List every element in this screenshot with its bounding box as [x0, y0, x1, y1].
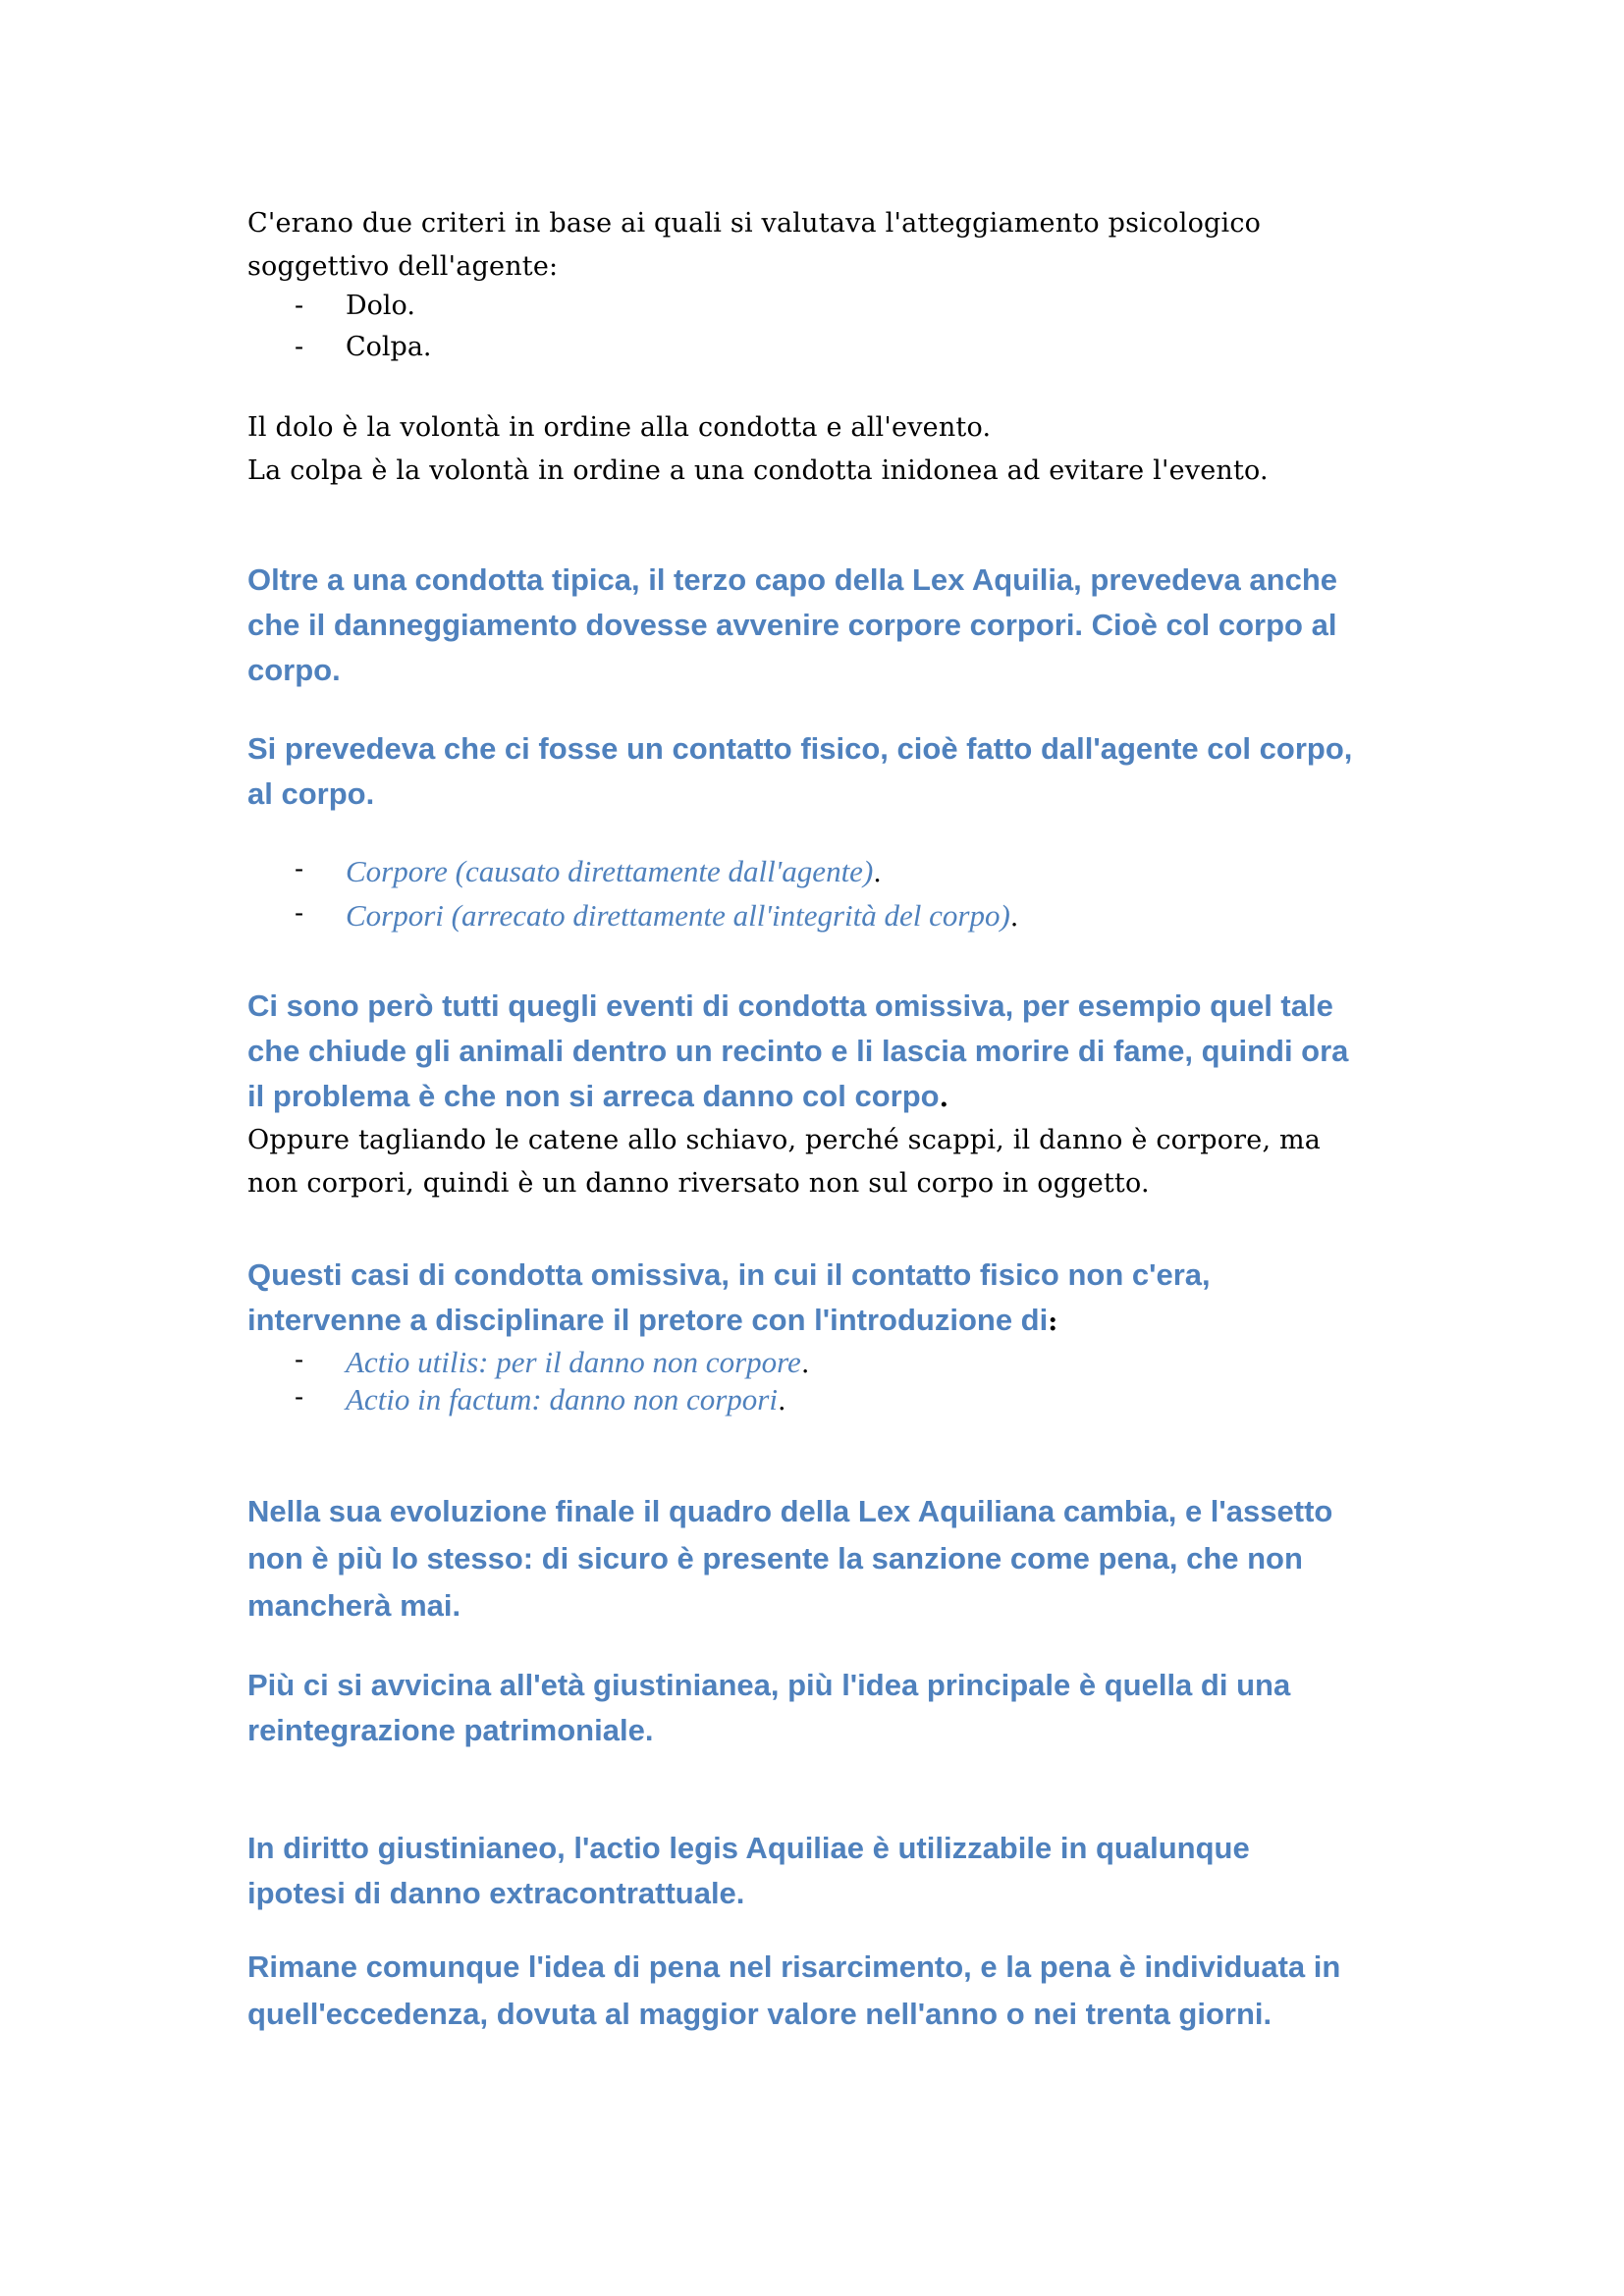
list-item-text: Dolo.	[346, 291, 415, 321]
item-punctuation: .	[777, 1386, 786, 1416]
paragraph-line: che il danneggiamento dovesse avvenire corpore corpori. Cioè col corpo al	[247, 608, 1337, 642]
italic-term: Corpore (causato direttamente dall'agente)	[346, 854, 874, 888]
paragraph-catene-schiavo	[247, 1119, 1416, 1205]
paragraph-line: Più ci si avvicina all'età giustinianea, più l'idea principale è quella di una	[247, 1668, 1291, 1702]
list-dash: -	[295, 898, 304, 929]
list-dash: -	[295, 1345, 304, 1375]
paragraph-line	[247, 1298, 1416, 1345]
list-item	[295, 898, 1463, 939]
list-item	[295, 854, 1463, 898]
list-dash: -	[295, 854, 304, 884]
paragraph-line: Rimane comunque l'idea di pena nel risarcimento, e la pena è individuata in	[247, 1949, 1341, 1984]
paragraph-line: mancherà mai.	[247, 1588, 461, 1623]
paragraph-line: Nella sua evoluzione finale il quadro della Lex Aquiliana cambia, e l'assetto	[247, 1494, 1333, 1528]
list-dash: -	[295, 291, 304, 321]
definition-dolo: Il dolo è la volontà in ordine alla condotta e all'evento.	[247, 412, 992, 443]
list-dash: -	[295, 332, 304, 362]
item-punctuation: .	[800, 1349, 810, 1379]
line-punctuation: :	[1048, 1307, 1058, 1337]
paragraph-line: non corpori, quindi è un danno riversato non sul corpo in oggetto.	[247, 1168, 1150, 1199]
italic-term: Actio utilis: per il danno non corpore	[346, 1345, 801, 1379]
list-item	[295, 1382, 1463, 1423]
italic-term: Corpori (arrecato direttamente all'integrità del corpo)	[346, 898, 1010, 933]
paragraph-line: reintegrazione patrimoniale.	[247, 1713, 654, 1747]
item-punctuation: .	[873, 858, 882, 888]
item-punctuation: .	[1009, 902, 1019, 933]
paragraph-line: al corpo.	[247, 776, 375, 811]
intro-line: C'erano due criteri in base ai quali si valutava l'atteggiamento psicologico	[247, 208, 1262, 239]
paragraph-line: Oppure tagliando le catene allo schiavo, perché scappi, il danno è corpore, ma	[247, 1125, 1322, 1155]
paragraph-line	[247, 1074, 1416, 1121]
paragraph-evoluzione-finale	[247, 1488, 1416, 1629]
paragraph-diritto-giustinianeo	[247, 1826, 1416, 1916]
paragraph-pretore	[247, 1253, 1416, 1345]
criteria-list	[295, 291, 1463, 373]
paragraph-line: quell'eccedenza, dovuta al maggior valore nell'anno o nei trenta giorni.	[247, 1997, 1272, 2031]
list-item-text	[346, 854, 882, 889]
intro-paragraph	[247, 202, 1416, 289]
paragraph-line: Oltre a una condotta tipica, il terzo capo della Lex Aquilia, prevedeva anche	[247, 562, 1337, 597]
list-item	[295, 332, 1463, 373]
paragraph-line: ipotesi di danno extracontrattuale.	[247, 1876, 745, 1910]
corpore-list	[295, 854, 1463, 939]
actio-list	[295, 1345, 1463, 1423]
paragraph-corpore-corpori	[247, 558, 1416, 693]
definition-colpa: La colpa è la volontà in ordine a una condotta inidonea ad evitare l'evento.	[247, 455, 1269, 486]
paragraph-line: Si prevedeva che ci fosse un contatto fisico, cioè fatto dall'agente col corpo,	[247, 731, 1353, 766]
paragraph-line-text: il problema è che non si arreca danno col corpo	[247, 1079, 940, 1113]
paragraph-line: Ci sono però tutti quegli eventi di condotta omissiva, per esempio quel tale	[247, 988, 1333, 1023]
paragraph-line: che chiude gli animali dentro un recinto e li lascia morire di fame, quindi ora	[247, 1034, 1349, 1068]
list-item-text: Colpa.	[346, 332, 432, 362]
list-dash: -	[295, 1382, 304, 1413]
list-item	[295, 1345, 1463, 1382]
paragraph-idea-di-pena	[247, 1944, 1416, 2038]
paragraph-line: corpo.	[247, 653, 341, 687]
paragraph-line: Questi casi di condotta omissiva, in cui il contatto fisico non c'era,	[247, 1257, 1211, 1292]
paragraph-line: In diritto giustinianeo, l'actio legis Aquiliae è utilizzabile in qualunque	[247, 1831, 1250, 1865]
intro-line: soggettivo dell'agente:	[247, 251, 559, 282]
definitions-paragraph	[247, 406, 1416, 493]
list-item-text	[346, 898, 1018, 934]
paragraph-line-text: intervenne a disciplinare il pretore con l'introduzione di	[247, 1303, 1049, 1337]
list-item	[295, 291, 1463, 332]
paragraph-eta-giustinianea	[247, 1663, 1416, 1753]
paragraph-line: non è più lo stesso: di sicuro è presente la sanzione come pena, che non	[247, 1541, 1303, 1575]
list-item-text	[346, 1382, 786, 1417]
list-item-text	[346, 1345, 809, 1380]
paragraph-contatto-fisico	[247, 726, 1416, 817]
line-punctuation: .	[939, 1083, 948, 1113]
italic-term: Actio in factum: danno non corpori	[346, 1382, 778, 1416]
paragraph-condotta-omissiva	[247, 984, 1416, 1121]
